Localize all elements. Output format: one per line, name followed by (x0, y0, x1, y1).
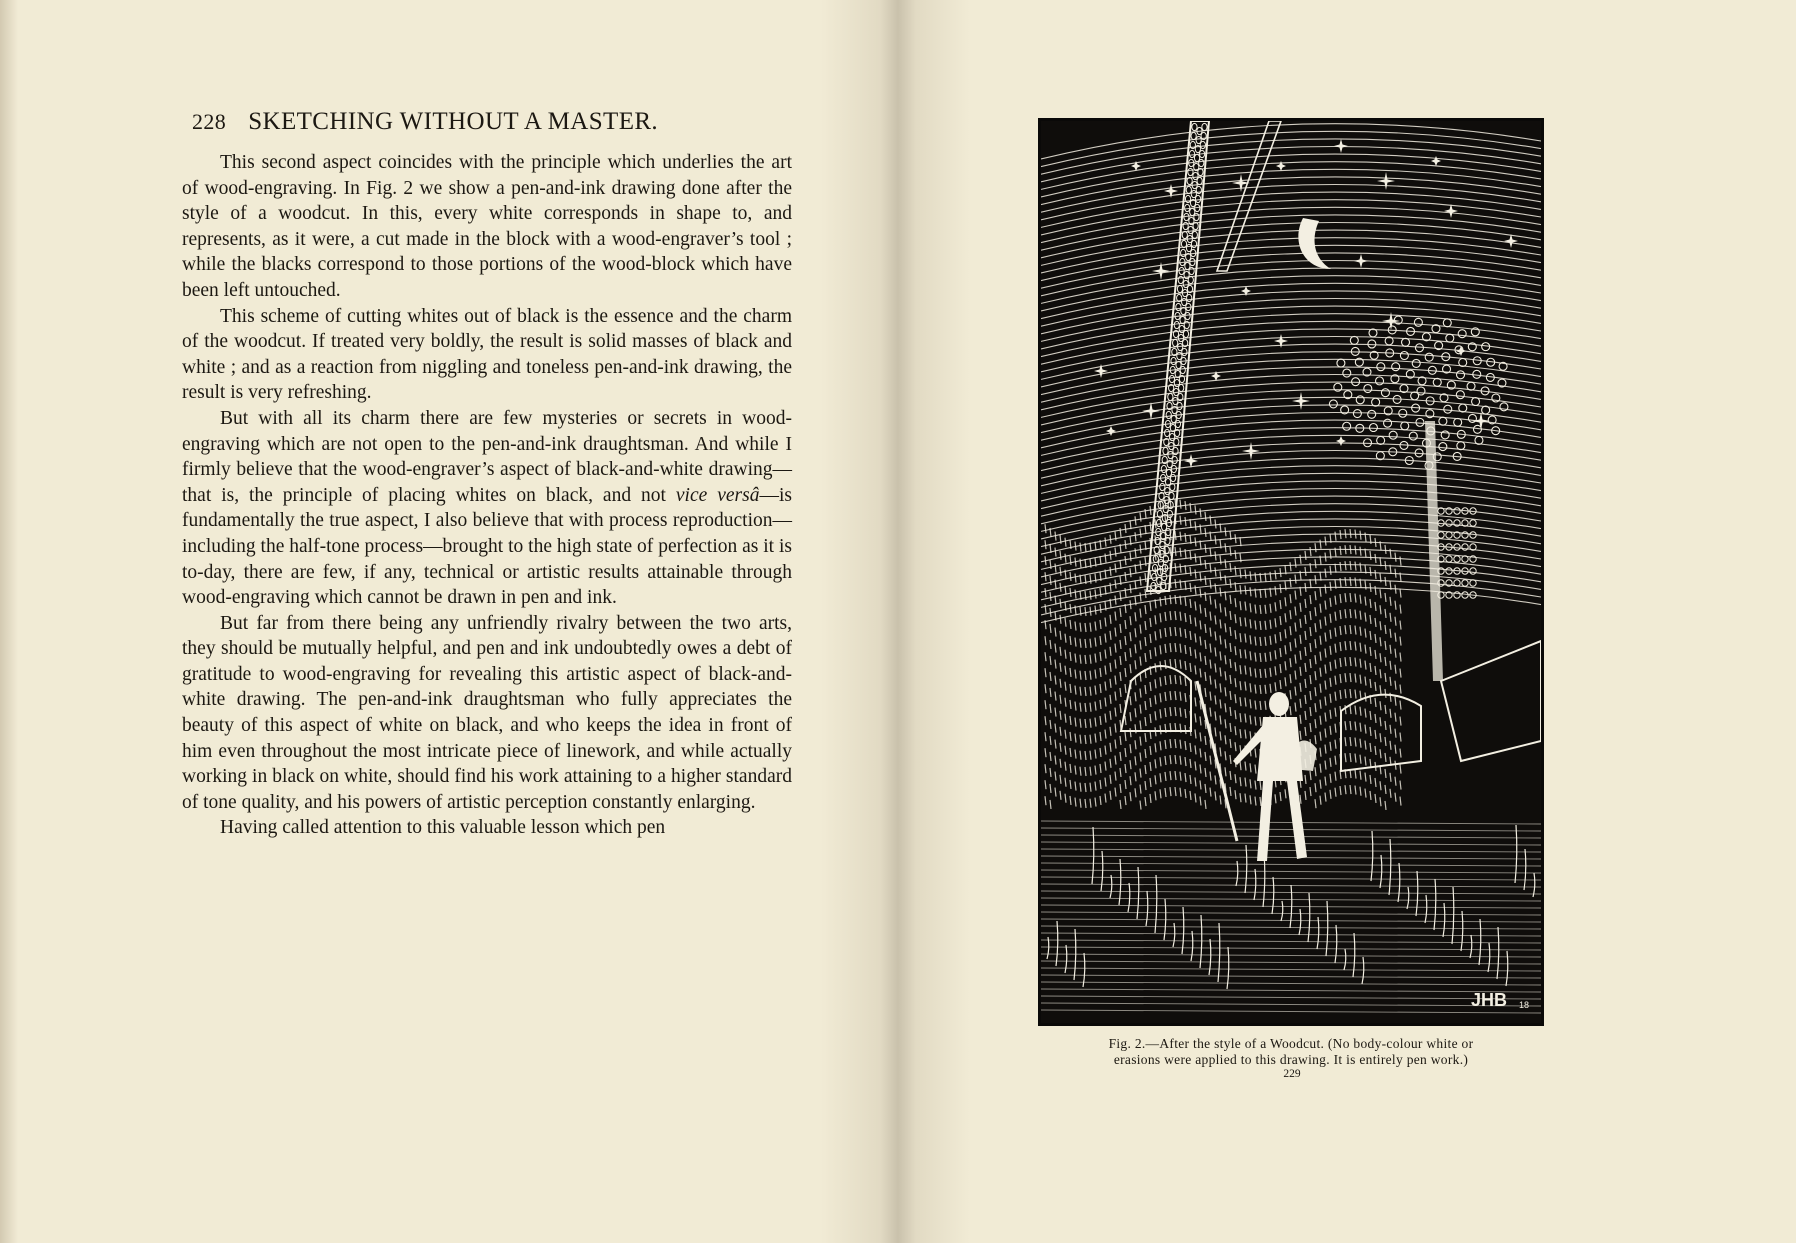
paragraph-text: —is fundamentally the true aspect, I also believe that with process reproduction—including the half-tone process—brought to the high state of perfection as it is to-day, there are few, if any, technical or artistic results attainable through wood-engraving which cannot be drawn in pen and ink. (182, 484, 792, 609)
paragraph: But far from there being any unfriendly rivalry between the two arts, they should be mutually helpful, and pen and ink undoubtedly owes a debt of gratitude to wood-engraving for revealing this artistic aspect of black-and-white drawing. The pen-and-ink draughtsman who fully appreciates the beauty of this aspect of white on black, and who keeps the idea in front of him even throughout the most intricate piece of linework, and while actually working in black on white, should find his work attaining to a higher standard of tone quality, and his powers of artistic perception constantly enlarging. (182, 612, 792, 813)
paragraph-text: But with all its charm there are few mysteries or secrets in wood-engraving which are not open to the pen-and-ink draughtsman. And while I firmly believe that the wood-engraver’s aspect of black-and-white drawing—that is, the principle of placing whites on black, and not (182, 407, 792, 506)
page-number: 228 (192, 109, 227, 134)
woodcut-drawing (1041, 121, 1541, 1023)
paragraph (182, 406, 792, 611)
paragraph: Having called attention to this valuable lesson which pen (220, 817, 666, 839)
running-head (192, 108, 658, 136)
monogram: JHB (1471, 990, 1508, 1010)
woodcut-illustration (1038, 118, 1544, 1026)
italic-phrase: vice versâ (675, 484, 760, 506)
caption-line: erasions were applied to this drawing. It is entirely pen work.) (1113, 1052, 1469, 1067)
year-mark: 18 (1519, 1000, 1530, 1010)
running-title: SKETCHING WITHOUT A MASTER. (248, 108, 659, 135)
caption-line: Fig. 2.—After the style of a Woodcut. (No body-colour white or (1108, 1036, 1474, 1051)
paragraph: This second aspect coincides with the principle which underlies the art of wood-engraving. In Fig. 2 we show a pen-and-ink drawing done after the style of a woodcut. In this, every white corresponds in shape to, and represents, as it were, a cut made in the block with a wood-engraver’s tool ; while the blacks correspond to those portions of the wood-block which have been left untouched. (182, 152, 792, 301)
page-edge-shadow (0, 0, 18, 1243)
paragraph: This scheme of cutting whites out of black is the essence and the charm of the woodcut. If treated very boldly, the result is solid masses of black and white ; and as a reaction from niggling and toneless pen-and-ink drawing, the result is very refreshing. (182, 305, 792, 404)
body-text (182, 150, 792, 841)
page-number: 229 (1283, 1068, 1301, 1080)
figure-caption (1038, 1036, 1544, 1068)
left-page (0, 0, 890, 1243)
